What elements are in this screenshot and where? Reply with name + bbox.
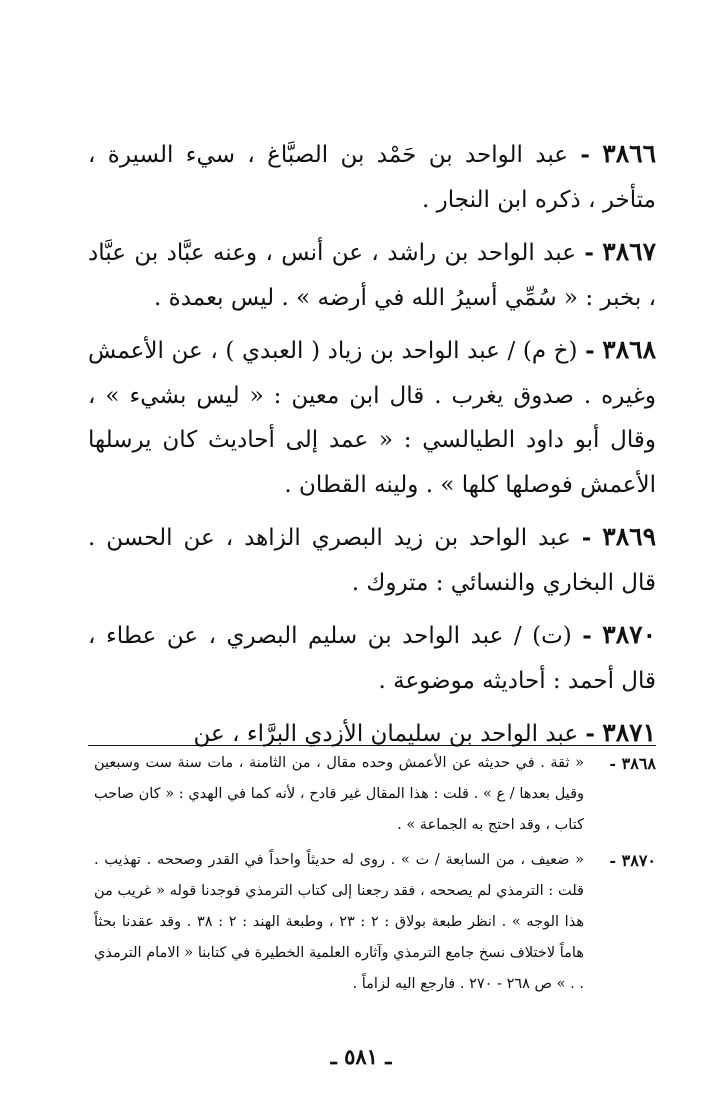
footnote-3870	[94, 845, 656, 1000]
footnote-number: ٣٨٦٨ -	[609, 754, 656, 773]
entry-number: ٣٨٦٦	[602, 139, 656, 168]
entry-text: (ت) / عبد الواحد بن سليم البصري ، عن عطاء ، قال أحمد : أحاديثه موضوعة .	[88, 623, 656, 694]
footnote-3868	[94, 748, 656, 841]
entry-text: عبد الواحد بن سليمان الأزدي البرَّاء ، عن	[193, 721, 579, 747]
footnote-divider	[88, 745, 656, 746]
entry-number: ٣٨٧١	[602, 718, 656, 747]
entry-text: (خ م) / عبد الواحد بن زياد ( العبدي ) ، عن الأعمش وغيره . صدوق يغرب . قال ابن معين : « ليس بشيء » ، وقال أبو داود الطيالسي : « عمد إلى أحاديث كان يرسلها الأعمش فوصلها كلها » . ولينه القطان .	[88, 338, 656, 498]
entry-separator: -	[580, 141, 590, 168]
footnotes	[94, 748, 656, 1004]
footnote-text: « ضعيف ، من السابعة / ت » . روى له حديثاً واحداً في القدر وصححه . تهذيب . قلت : الترمذي لم يصححه ، فقد رجعنا إلى كتاب الترمذي فوجدنا قوله « غريب من هذا الوجه » . انظر طبعة بولاق : ٢ : ٢٣ ، وطبعة الهند : ٢ : ٣٨ . وقد عقدنا بحثاً هاماً لاختلاف نسخ جامع الترمذي وآثاره العلمية الخطيرة في كتابنا « الامام الترمذي . . » ص ٢٦٨ - ٢٧٠ . فارجع اليه لزاماً .	[94, 852, 584, 992]
main-text	[88, 132, 656, 765]
page-number: ـ ٥٨١ ـ	[330, 1044, 392, 1069]
entry-3868	[88, 328, 656, 507]
entry-3869	[88, 515, 656, 605]
entry-3870	[88, 613, 656, 703]
entry-separator: -	[585, 337, 595, 364]
entry-number: ٣٨٦٩	[602, 522, 656, 551]
footnote-number: ٣٨٧٠ -	[609, 851, 656, 870]
footnote-text: « ثقة . في حديثه عن الأعمش وحده مقال ، من الثامنة ، مات سنة ست وسبعين وقيل بعدها / ع » . قلت : هذا المقال غير قادح ، لأنه كما في الهدي : « كان صاحب كتاب ، وقد احتج به الجماعة » .	[94, 755, 584, 833]
entry-number: ٣٨٧٠	[602, 620, 656, 649]
entry-separator: -	[582, 622, 592, 649]
entry-3866	[88, 132, 656, 222]
entry-separator: -	[585, 720, 595, 747]
entry-text: عبد الواحد بن حَمْد بن الصبَّاغ ، سيء السيرة ، متأخر ، ذكره ابن النجار .	[88, 142, 656, 213]
entry-text: عبد الواحد بن راشد ، عن أنس ، وعنه عبَّاد بن عبَّاد ، بخبر : « سُمِّي أسيرُ الله في أرضه » . ليس بعمدة .	[88, 240, 656, 311]
entry-text: عبد الواحد بن زيد البصري الزاهد ، عن الحسن . قال البخاري والنسائي : متروك .	[88, 525, 656, 596]
entry-number: ٣٨٦٨	[602, 335, 657, 364]
entry-number: ٣٨٦٧	[602, 237, 656, 266]
entry-separator: -	[584, 239, 594, 266]
entry-3867	[88, 230, 656, 320]
entry-separator: -	[581, 524, 592, 551]
